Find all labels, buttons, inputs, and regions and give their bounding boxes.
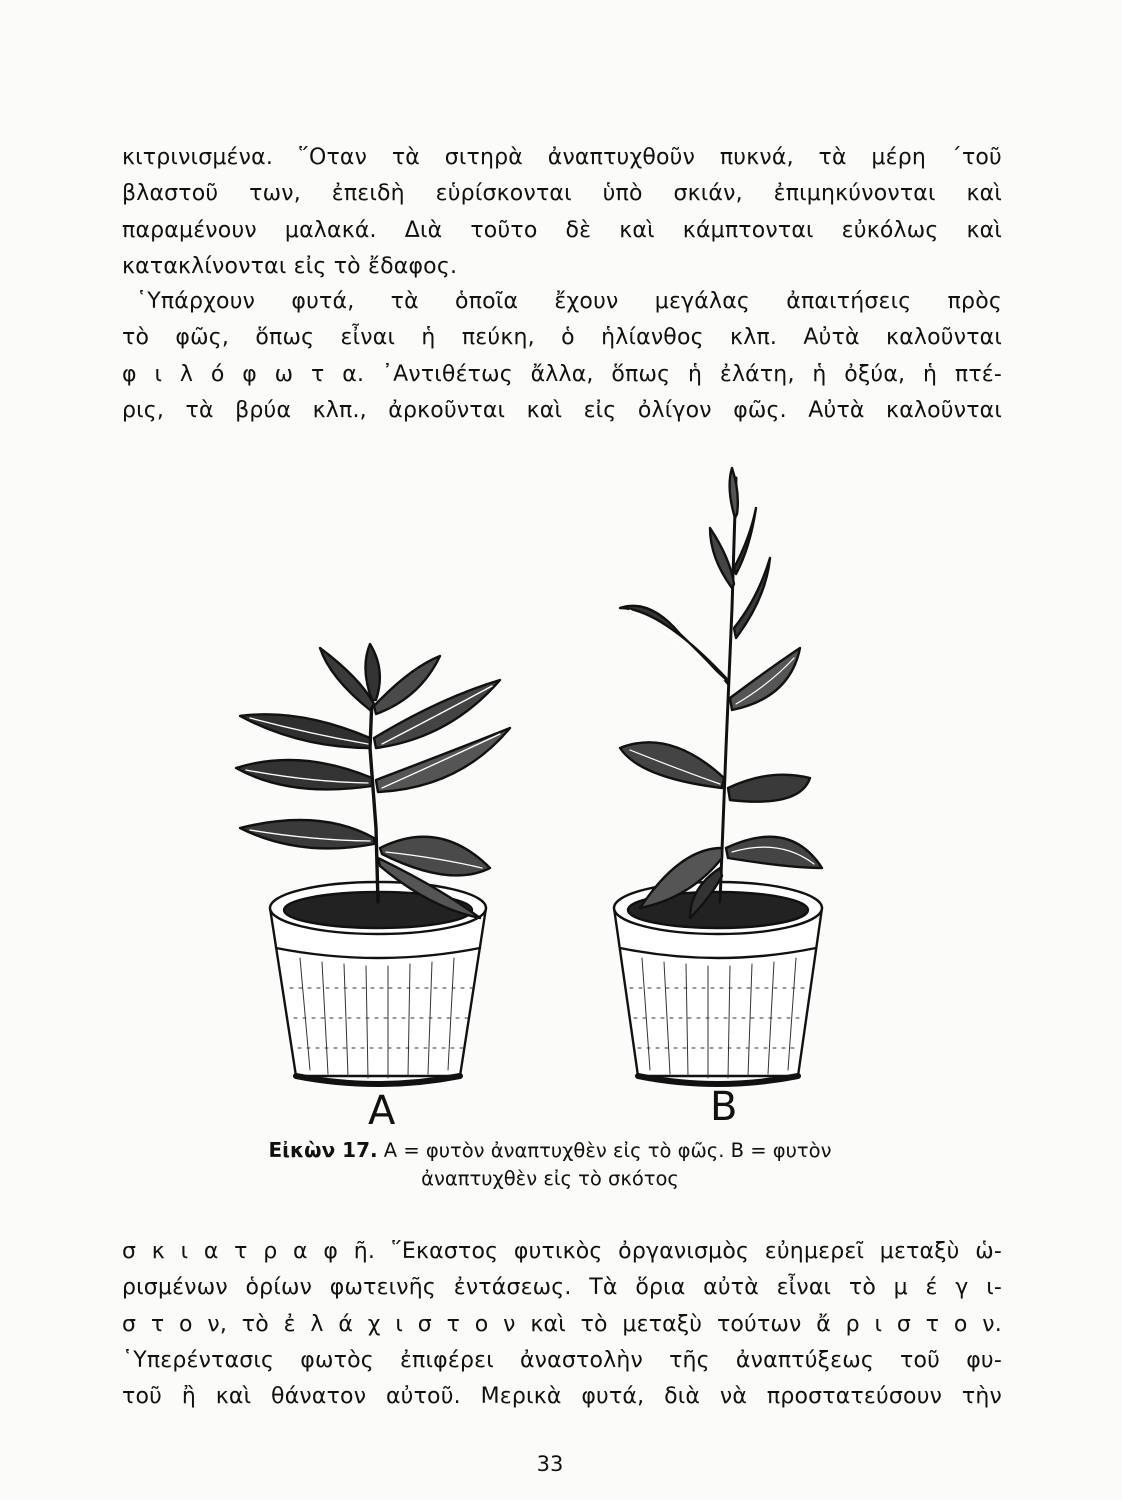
caption-line-2: ἀναπτυχθὲν εἰς τὸ σκότος (421, 1167, 679, 1190)
text-line: τὸ φῶς, ὅπως εἶναι ἡ πεύκη, ὁ ἡλίανθος κλπ. Αὐτὰ καλοῦνται (122, 325, 1002, 351)
plants-drawing (210, 448, 850, 1138)
text-line: παραμένουν μαλακά. Διὰ τοῦτο δὲ καὶ κάμπτονται εὐκόλως καὶ (122, 217, 1002, 243)
leaf-b (620, 606, 728, 684)
plant-a (236, 644, 510, 1084)
figure-label-b: B (710, 1084, 738, 1130)
text-line: σ τ ο ν, τὸ ἐ λ ά χ ι σ τ ο ν καὶ τὸ μεταξὺ τούτων ἄ ρ ι σ τ ο ν. (122, 1311, 1002, 1337)
paragraph-3 (122, 1234, 1002, 1415)
paragraph-2 (122, 284, 1002, 429)
text-line: κιτρινισμένα. ῞Οταν τὰ σιτηρὰ ἀναπτυχθοῦν πυκνά, τὰ μέρη ΄τοῦ (122, 145, 1002, 170)
leaf-b (726, 837, 822, 868)
leaf-b (728, 775, 810, 802)
figure-caption (195, 1136, 905, 1193)
figure-label-a: A (368, 1088, 396, 1134)
text-line: βλαστοῦ των, ἐπειδὴ εὑρίσκονται ὑπὸ σκιάν, ἐπιμηκύνονται καὶ (122, 181, 1002, 207)
leaf-a (374, 656, 440, 714)
stem-a (370, 698, 378, 902)
text-line: ῾Υπερέντασις φωτὸς ἐπιφέρει ἀναστολὴν τῆς ἀναπτύξεως τοῦ φυ- (122, 1347, 1002, 1373)
caption-label: Εἰκὼν 17. (268, 1138, 378, 1162)
text-line: τοῦ ἢ καὶ θάνατον αὐτοῦ. Μερικὰ φυτά, διὰ νὰ προστατεύσουν τὴν (122, 1384, 1002, 1410)
leaf-a (365, 644, 379, 700)
text-line: ρις, τὰ βρύα κλπ., ἀρκοῦνται καὶ εἰς ὀλίγον φῶς. Αὐτὰ καλοῦνται (122, 397, 1002, 423)
plant-b (614, 468, 822, 1084)
leaf-b (734, 508, 756, 574)
text-line: κατακλίνονται εἰς τὸ ἔδαφος. (122, 253, 458, 279)
text-line: σ κ ι α τ ρ α φ ῆ. ῞Εκαστος φυτικὸς ὀργανισμὸς εὐημερεῖ μεταξὺ ὡ- (122, 1239, 1002, 1264)
text-line: ῾Υπάρχουν φυτά, τὰ ὁποῖα ἔχουν μεγάλας ἀπαιτήσεις πρὸς (136, 289, 1002, 314)
leaf-b (620, 742, 724, 788)
leaf-b (730, 468, 738, 518)
caption-line-1: Α = φυτὸν ἀναπτυχθὲν εἰς τὸ φῶς. Β = φυτὸν (383, 1139, 832, 1162)
page-number: 33 (536, 1452, 564, 1476)
leaf-b (710, 528, 734, 588)
leaf-a (240, 820, 374, 848)
paragraph-1 (122, 140, 1002, 285)
text-line: ρισμένων ὁρίων φωτεινῆς ἐντάσεως. Τὰ ὅρια αὐτὰ εἶναι τὸ μ έ γ ι- (122, 1275, 1002, 1301)
leaf-a (236, 760, 372, 789)
text-line: φ ι λ ό φ ω τ α. ᾿Αντιθέτως ἄλλα, ὅπως ἡ ἐλάτη, ἡ ὀξύα, ἡ πτέ- (122, 361, 1002, 387)
figure-17-plants-illustration (210, 448, 850, 1138)
stem-b (720, 478, 736, 902)
